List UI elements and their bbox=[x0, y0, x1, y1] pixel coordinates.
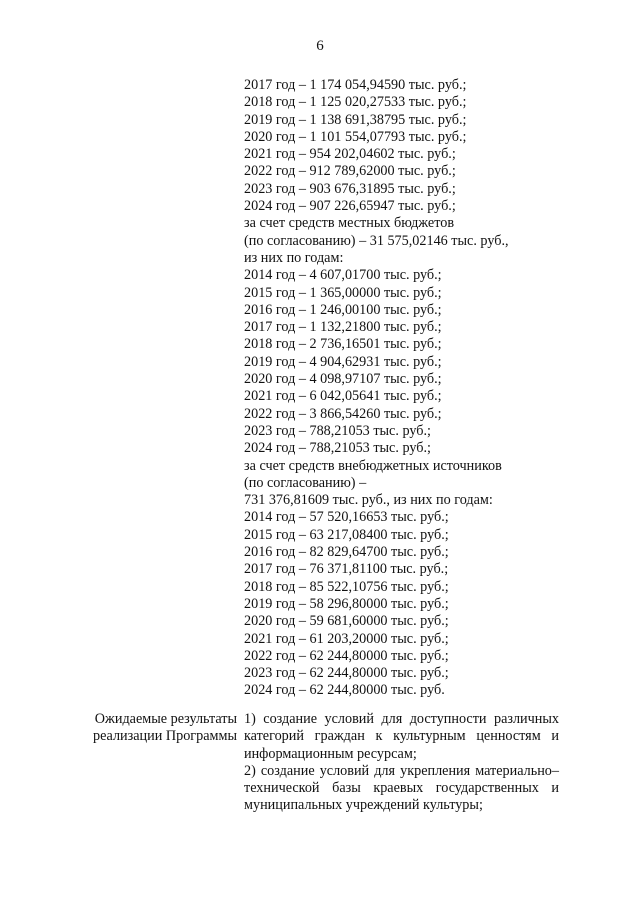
funding-line: 2023 год – 788,21053 тыс. руб.; bbox=[244, 422, 431, 439]
funding-line: (по согласованию) – 31 575,02146 тыс. руб., bbox=[244, 232, 509, 249]
funding-line: 2018 год – 2 736,16501 тыс. руб.; bbox=[244, 336, 442, 353]
page-number: 6 bbox=[316, 38, 324, 54]
funding-line: 2020 год – 1 101 554,07793 тыс. руб.; bbox=[244, 128, 467, 145]
funding-line: 2023 год – 903 676,31895 тыс. руб.; bbox=[244, 180, 456, 197]
funding-line: 2020 год – 4 098,97107 тыс. руб.; bbox=[244, 371, 442, 388]
funding-line: 2018 год – 1 125 020,27533 тыс. руб.; bbox=[244, 94, 467, 111]
funding-line: 2014 год – 57 520,16653 тыс. руб.; bbox=[244, 509, 449, 526]
funding-line: из них по годам: bbox=[244, 249, 344, 266]
funding-line: (по согласованию) – bbox=[244, 474, 367, 491]
funding-line: 2014 год – 4 607,01700 тыс. руб.; bbox=[244, 267, 442, 284]
funding-line: 2022 год – 3 866,54260 тыс. руб.; bbox=[244, 405, 442, 422]
result-item-1: 1) создание условий для доступности различных категорий граждан к культурным ценностям и информационным ресурсам; bbox=[244, 711, 559, 762]
funding-line: 2016 год – 82 829,64700 тыс. руб.; bbox=[244, 544, 449, 561]
funding-line: 2024 год – 907 226,65947 тыс. руб.; bbox=[244, 198, 456, 215]
funding-line: 2019 год – 58 296,80000 тыс. руб.; bbox=[244, 595, 449, 612]
funding-line: 2019 год – 4 904,62931 тыс. руб.; bbox=[244, 353, 442, 370]
results-label-line1: Ожидаемые результаты bbox=[94, 711, 237, 727]
funding-line: за счет средств внебюджетных источников bbox=[244, 457, 502, 474]
result-item-2: 2) создание условий для укрепления материально–технической базы краевых государственных и муниципальных учреждений культуры; bbox=[244, 762, 559, 814]
funding-line: 2017 год – 1 174 054,94590 тыс. руб.; bbox=[244, 77, 467, 93]
funding-line: 2015 год – 63 217,08400 тыс. руб.; bbox=[244, 526, 449, 543]
funding-line: 2022 год – 912 789,62000 тыс. руб.; bbox=[244, 163, 456, 180]
funding-line: 731 376,81609 тыс. руб., из них по годам: bbox=[244, 492, 493, 509]
funding-line: 2024 год – 62 244,80000 тыс. руб. bbox=[244, 682, 445, 699]
funding-line: 2017 год – 76 371,81100 тыс. руб.; bbox=[244, 561, 449, 578]
funding-breakdown bbox=[244, 77, 564, 700]
results-label bbox=[72, 711, 237, 746]
funding-line: 2022 год – 62 244,80000 тыс. руб.; bbox=[244, 647, 449, 664]
funding-line: 2016 год – 1 246,00100 тыс. руб.; bbox=[244, 301, 442, 318]
funding-line: 2024 год – 788,21053 тыс. руб.; bbox=[244, 440, 431, 457]
funding-line: 2015 год – 1 365,00000 тыс. руб.; bbox=[244, 284, 442, 301]
funding-line: 2021 год – 6 042,05641 тыс. руб.; bbox=[244, 388, 442, 405]
expected-results bbox=[244, 711, 559, 815]
results-label-line2: реализации Программы bbox=[92, 728, 237, 745]
funding-line: 2020 год – 59 681,60000 тыс. руб.; bbox=[244, 613, 449, 630]
funding-line: 2021 год – 61 203,20000 тыс. руб.; bbox=[244, 630, 449, 647]
funding-line: за счет средств местных бюджетов bbox=[244, 215, 455, 232]
funding-line: 2019 год – 1 138 691,38795 тыс. руб.; bbox=[244, 111, 467, 128]
funding-line: 2018 год – 85 522,10756 тыс. руб.; bbox=[244, 578, 449, 595]
funding-line: 2023 год – 62 244,80000 тыс. руб.; bbox=[244, 665, 449, 682]
funding-line: 2017 год – 1 132,21800 тыс. руб.; bbox=[244, 319, 442, 336]
funding-line: 2021 год – 954 202,04602 тыс. руб.; bbox=[244, 146, 456, 163]
